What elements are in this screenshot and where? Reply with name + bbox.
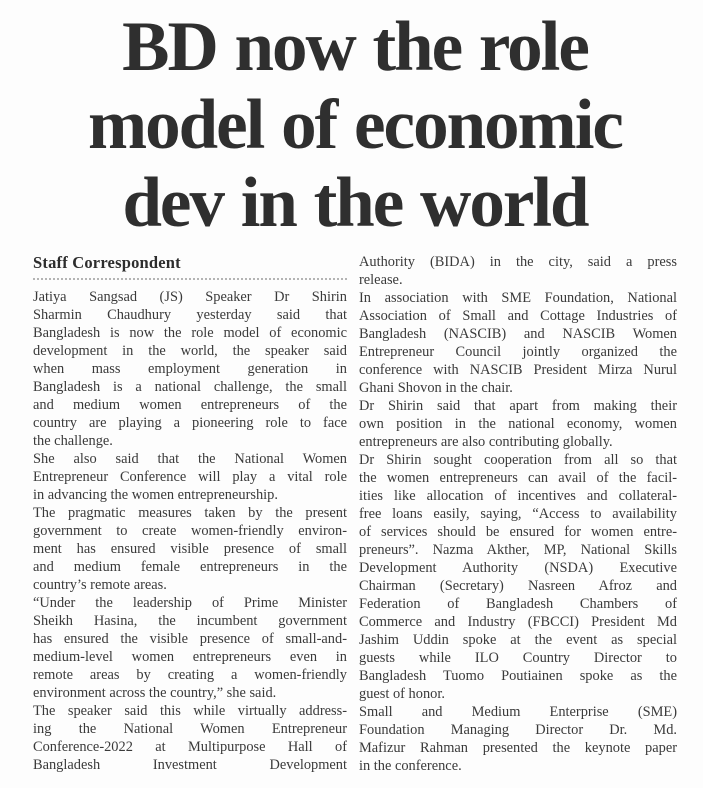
text-line: Dr Shirin sought cooperation from all so that	[359, 452, 677, 468]
text-line: Authority (BIDA) in the city, said a press	[359, 254, 677, 270]
text-line: in the conference.	[359, 758, 462, 774]
text-line: of services should be ensured for women entre-	[359, 524, 677, 540]
text-line: Sharmin Chaudhury yesterday said that	[33, 307, 347, 323]
byline-divider	[33, 278, 347, 280]
text-line: country are playing a pioneering role to face	[33, 415, 347, 431]
text-line: ing the National Women Entrepreneur	[33, 721, 347, 737]
text-line: Conference-2022 at Multipurpose Hall of	[33, 739, 347, 755]
text-line: in advancing the women entrepreneurship.	[33, 487, 278, 503]
article-column-right	[359, 253, 677, 775]
text-line: ment has ensured visible presence of small	[33, 541, 347, 557]
article-column-left	[33, 253, 347, 775]
paragraph	[359, 397, 677, 451]
text-line: Entrepreneur Conference will play a vital role	[33, 469, 347, 485]
text-line: Entrepreneur Council jointly organized the	[359, 344, 677, 360]
text-line: development in the world, the speaker said	[33, 343, 347, 359]
paragraph	[33, 288, 347, 450]
text-line: Bangladesh Tuomo Poutiainen spoke as the	[359, 668, 677, 684]
text-line: Federation of Bangladesh Chambers of	[359, 596, 677, 612]
text-line: and medium women entrepreneurs of the	[33, 397, 347, 413]
paragraph	[359, 703, 677, 775]
text-line: Ghani Shovon in the chair.	[359, 380, 513, 396]
text-line: preneurs”. Nazma Akther, MP, National Skills	[359, 542, 677, 558]
text-line: Bangladesh Investment Development	[33, 757, 347, 773]
headline-line: dev in the world	[122, 164, 588, 242]
paragraph	[359, 289, 677, 397]
text-line: remote areas by creating a women-friendly	[33, 667, 347, 683]
text-line: “Under the leadership of Prime Minister	[33, 595, 347, 611]
text-line: conference with NASCIB President Mirza Nurul	[359, 362, 677, 378]
article-body	[33, 253, 677, 775]
text-line: the challenge.	[33, 433, 113, 449]
text-line: ities like allocation of incentives and collateral-	[359, 488, 677, 504]
text-line: guests while ILO Country Director to	[359, 650, 677, 666]
text-line: guest of honor.	[359, 686, 445, 702]
text-line: has ensured the visible presence of small-and-	[33, 631, 347, 647]
headline-line: model of economic	[88, 86, 622, 164]
column-text-left	[33, 288, 347, 774]
text-line: The speaker said this while virtually address-	[33, 703, 347, 719]
text-line: In association with SME Foundation, National	[359, 290, 677, 306]
text-line: the women entrepreneurs can avail of the facil-	[359, 470, 677, 486]
paragraph	[33, 594, 347, 702]
paragraph	[33, 504, 347, 594]
text-line: and medium female entrepreneurs in the	[33, 559, 347, 575]
text-line: Bangladesh is now the role model of economic	[33, 325, 347, 341]
paragraph	[33, 702, 347, 774]
text-line: The pragmatic measures taken by the present	[33, 505, 347, 521]
byline: Staff Correspondent	[33, 253, 181, 272]
text-line: Association of Small and Cottage Industries of	[359, 308, 677, 324]
text-line: Jashim Uddin spoke at the event as special	[359, 632, 677, 648]
text-line: Sheikh Hasina, the incumbent government	[33, 613, 347, 629]
text-line: release.	[359, 272, 403, 288]
text-line: Foundation Managing Director Dr. Md.	[359, 722, 677, 738]
text-line: government to create women-friendly environ-	[33, 523, 347, 539]
text-line: entrepreneurs are also contributing globally.	[359, 434, 613, 450]
text-line: free loans easily, saying, “Access to availability	[359, 506, 677, 522]
text-line: medium-level women entrepreneurs even in	[33, 649, 347, 665]
text-line: Dr Shirin said that apart from making their	[359, 398, 677, 414]
headline-line: BD now the role	[122, 8, 588, 86]
text-line: Mafizur Rahman presented the keynote paper	[359, 740, 677, 756]
text-line: Chairman (Secretary) Nasreen Afroz and	[359, 578, 677, 594]
paragraph	[33, 450, 347, 504]
text-line: Development Authority (NSDA) Executive	[359, 560, 677, 576]
text-line: when mass employment generation in	[33, 361, 347, 377]
column-text-right	[359, 253, 677, 775]
text-line: Small and Medium Enterprise (SME)	[359, 704, 677, 720]
text-line: Commerce and Industry (FBCCI) President Md	[359, 614, 677, 630]
text-line: country’s remote areas.	[33, 577, 167, 593]
text-line: Bangladesh (NASCIB) and NASCIB Women	[359, 326, 677, 342]
text-line: environment across the country,” she said.	[33, 685, 277, 701]
text-line: She also said that the National Women	[33, 451, 347, 467]
text-line: Jatiya Sangsad (JS) Speaker Dr Shirin	[33, 289, 347, 305]
paragraph	[359, 253, 677, 289]
text-line: Bangladesh is a national challenge, the small	[33, 379, 347, 395]
paragraph	[359, 451, 677, 703]
article-headline	[33, 8, 677, 242]
text-line: own position in the national economy, women	[359, 416, 677, 432]
